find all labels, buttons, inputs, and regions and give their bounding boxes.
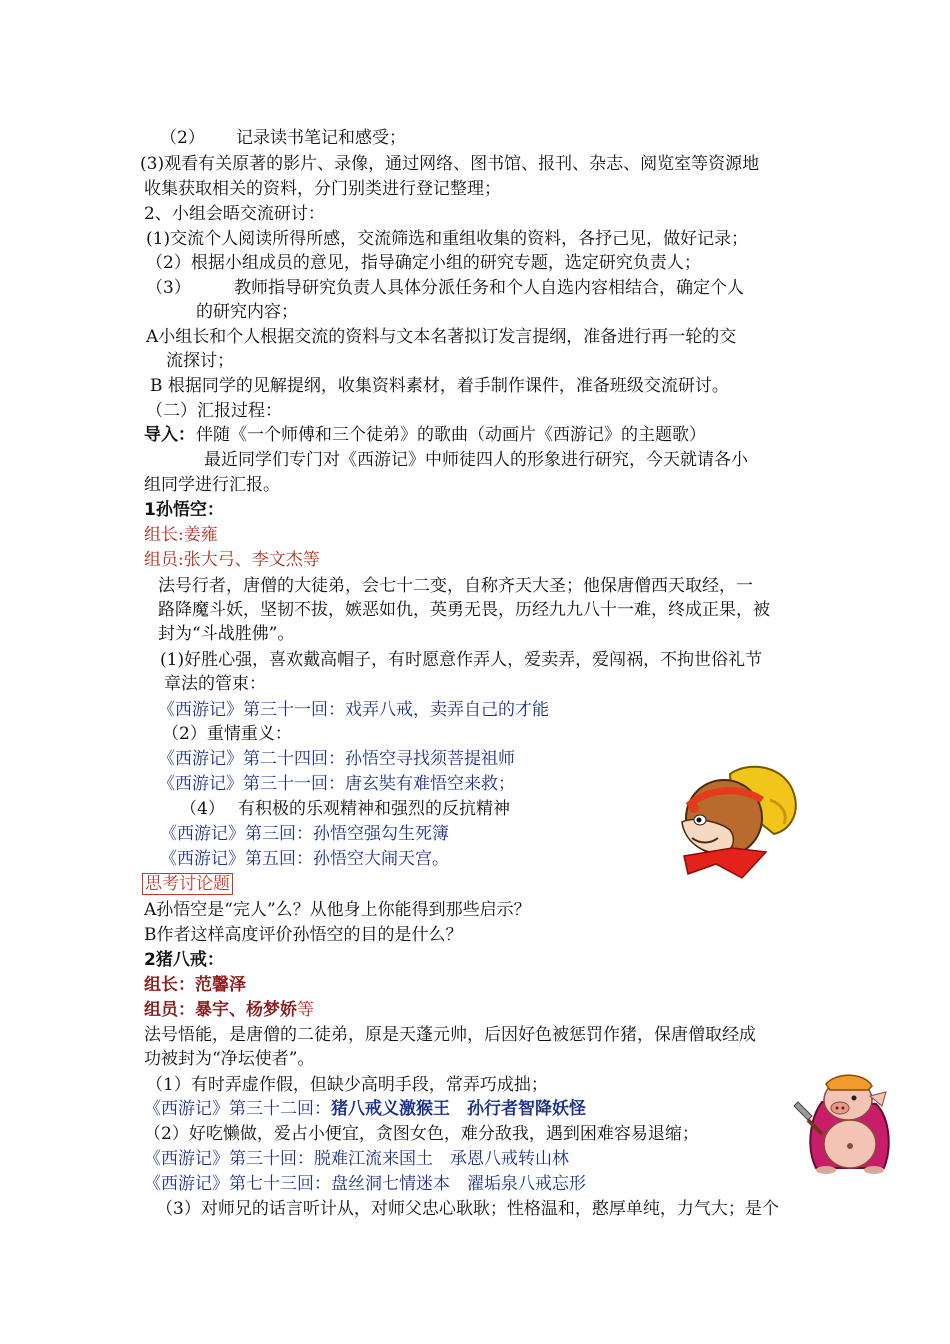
chapter-reference — [144, 1097, 586, 1121]
text-line: A小组长和个人根据交流的资料与文本名著拟订发言提纲，准备进行再一轮的交 — [146, 327, 737, 347]
pigsy-illustration — [792, 1068, 904, 1174]
list-item-number: （3） — [146, 278, 191, 298]
text-line: 收集获取相关的资料，分门别类进行登记整理； — [144, 179, 501, 199]
text-line: 最近同学们专门对《西游记》中师徒四人的形象进行研究，今天就请各小 — [204, 450, 748, 470]
group-members: 组员:张大弓、李文杰等 — [144, 550, 320, 570]
text-line: A孙悟空是“完人”么？从他身上你能得到那些启示？ — [144, 900, 531, 920]
chapter-reference: 《西游记》第五回：孙悟空大闹天宫。 — [160, 849, 449, 869]
monkey-king-illustration — [672, 760, 804, 880]
text-line: （1）有时弄虚作假，但缺少高明手段，常弄巧成拙； — [146, 1075, 548, 1095]
discussion-label: 思考讨论题 — [142, 873, 233, 895]
text-line: 流探讨； — [166, 351, 234, 371]
text-line: 组同学进行汇报。 — [144, 475, 280, 495]
group-leader: 组长:姜雍 — [144, 525, 218, 545]
text-line: 路降魔斗妖，坚韧不拔，嫉恶如仇，英勇无畏，历经九九八十一难，终成正果，被 — [158, 600, 770, 620]
group-leader: 组长：范馨泽 — [144, 975, 246, 995]
group-members — [144, 998, 314, 1022]
text-line: 法号悟能，是唐僧的二徒弟，原是天蓬元帅，后因好色被惩罚作猪，保唐僧取经成 — [144, 1025, 756, 1045]
text-line: 法号行者，唐僧的大徒弟，会七十二变，自称齐天大圣；他保唐僧西天取经，一 — [158, 576, 753, 596]
text-line: （2）好吃懒做，爱占小便宜，贪图女色，难分敌我，遇到困难容易退缩； — [144, 1124, 699, 1144]
chapter-title: 猪八戒义激猴王 孙行者智降妖怪 — [331, 1099, 586, 1119]
chapter-reference: 《西游记》第三十回：脱难江流来国土 承恩八戒转山林 — [144, 1149, 569, 1169]
chapter-reference: 《西游记》第三回：孙悟空强勾生死簿 — [160, 824, 449, 844]
text-line: B作者这样高度评价孙悟空的目的是什么？ — [144, 925, 463, 945]
chapter-reference: 《西游记》第三十一回：唐玄奘有难悟空来救； — [158, 774, 515, 794]
text-line: 封为“斗战胜佛”。 — [158, 624, 295, 644]
text-line: 的研究内容； — [196, 302, 298, 322]
text-line: (1)交流个人阅读所得所感，交流筛选和重组收集的资料，各抒己见，做好记录； — [146, 229, 749, 249]
section-heading: （二）汇报过程： — [146, 401, 282, 421]
text-line: 有积极的乐观精神和强烈的反抗精神 — [238, 799, 510, 819]
chapter-reference: 《西游记》第三十一回：戏弄八戒，卖弄自己的才能 — [158, 700, 549, 720]
chapter-reference: 《西游记》第七十三回：盘丝洞七情迷本 濯垢泉八戒忘形 — [144, 1174, 586, 1194]
text-line: 教师指导研究负责人具体分派任务和个人自选内容相结合，确定个人 — [234, 278, 744, 298]
text-line: （2）根据小组成员的意见，指导确定小组的研究专题，选定研究负责人； — [146, 253, 701, 273]
character-heading: 1孙悟空： — [144, 500, 224, 520]
text-line: （2）重情重义： — [162, 724, 292, 744]
section-heading: 2、小组会晤交流研讨： — [144, 204, 325, 224]
list-item-number: （2） — [160, 128, 205, 148]
group-members-names: 组员：暴宇、杨梦娇 — [144, 1000, 297, 1020]
chapter-reference: 《西游记》第二十四回：孙悟空寻找须菩提祖师 — [158, 749, 515, 769]
text-line: (1)好胜心强，喜欢戴高帽子，有时愿意作弄人，爱卖弄，爱闯祸，不拘世俗礼节 — [160, 650, 763, 670]
chapter-number: 《西游记》第三十二回： — [144, 1099, 331, 1119]
text-line: 伴随《一个师傅和三个徒弟》的歌曲（动画片《西游记》的主题歌） — [196, 425, 706, 445]
text-line: 功被封为“净坛使者”。 — [144, 1049, 315, 1069]
character-heading: 2猪八戒： — [144, 950, 224, 970]
list-item-number: （4） — [180, 799, 225, 819]
text-line: 章法的管束： — [164, 674, 266, 694]
text-line: (3)观看有关原著的影片、录像，通过网络、图书馆、报刊、杂志、阅览室等资源地 — [140, 154, 760, 174]
text-line: B 根据同学的见解提纲，收集资料素材，着手制作课件，准备班级交流研讨。 — [150, 376, 729, 396]
text-line: （3）对师兄的话言听计从，对师父忠心耿耿；性格温和，憨厚单纯，力气大；是个 — [156, 1199, 779, 1219]
intro-label: 导入： — [144, 425, 195, 445]
group-members-suffix: 等 — [297, 1000, 314, 1020]
text-line: 记录读书笔记和感受； — [236, 128, 406, 148]
